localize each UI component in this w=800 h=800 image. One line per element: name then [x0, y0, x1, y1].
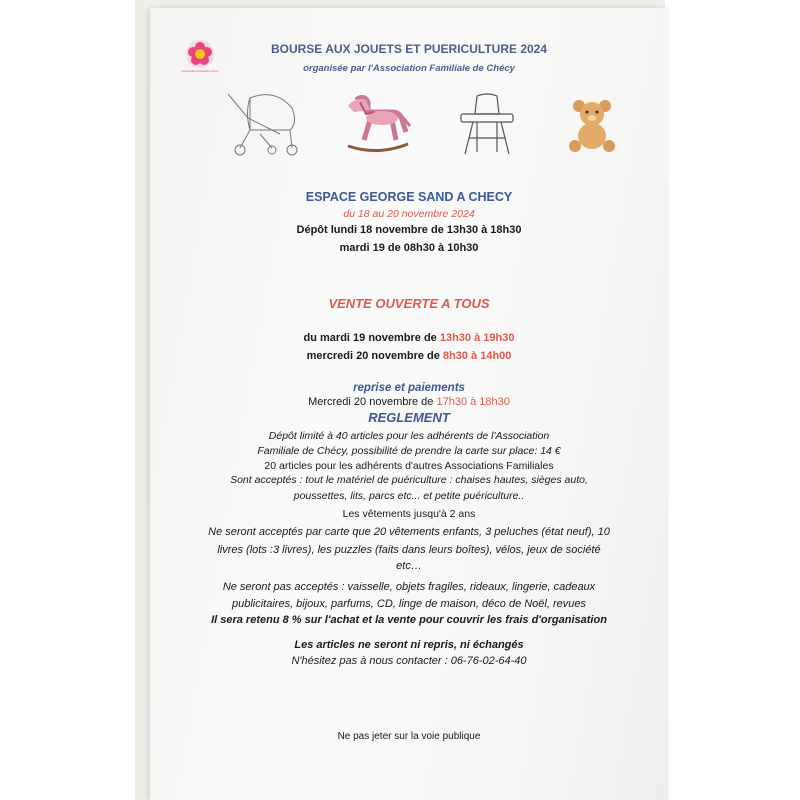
high-chair-icon	[455, 92, 520, 157]
reglement-heading: REGLEMENT	[368, 410, 450, 425]
reglement-line-4: Sont acceptés : tout le matériel de puériculture : chaises hautes, sièges auto,	[230, 474, 588, 486]
rocking-horse-icon	[340, 92, 415, 154]
reglement-line-13: Les articles ne seront ni repris, ni échangés	[294, 639, 524, 651]
reprise-heading: reprise et paiements	[353, 382, 465, 394]
reprise-line-time: 17h30 à 18h30	[436, 396, 510, 408]
reglement-line-10: Ne seront pas acceptés : vaisselle, objets fragiles, rideaux, lingerie, cadeaux	[222, 581, 596, 593]
reglement-line-12: Il sera retenu 8 % sur l'achat et la vente pour couvrir les frais d'organisation	[211, 614, 607, 626]
stroller-icon	[220, 88, 305, 158]
reglement-line-1: Dépôt limité à 40 articles pour les adhérents de l'Association	[268, 430, 550, 442]
sale-day-2-text: mercredi 20 novembre de	[306, 350, 443, 362]
depot-line-1: Dépôt lundi 18 novembre de 13h30 à 18h30	[296, 224, 522, 236]
reglement-line-3: 20 articles pour les adhérents d'autres Associations Familiales	[264, 460, 554, 472]
footer-note: Ne pas jeter sur la voie publique	[337, 731, 481, 742]
sale-heading: VENTE OUVERTE A TOUS	[328, 296, 490, 311]
sale-day-2-time: 8h30 à 14h00	[442, 350, 512, 362]
teddy-bear-icon	[565, 98, 620, 153]
reglement-line-8: livres (lots :3 livres), les puzzles (faits dans leurs boîtes), vélos, jeux de société	[217, 544, 601, 556]
sale-day-1-text: du mardi 19 novembre de	[303, 332, 440, 344]
venue-name: ESPACE GEORGE SAND A CHECY	[305, 190, 513, 204]
event-dates: du 18 au 20 novembre 2024	[343, 208, 475, 220]
flyer-subtitle: organisée par l'Association Familiale de Chécy	[303, 63, 515, 74]
logo-text: Association Familiale Chécy	[181, 69, 219, 73]
sale-day-1	[150, 332, 668, 344]
reglement-line-11: publicitaires, bijoux, parfums, CD, linge de maison, déco de Noël, revues	[231, 598, 586, 610]
reglement-line-6: Les vêtements jusqu'à 2 ans	[342, 508, 476, 520]
reglement-line-7: Ne seront acceptés par carte que 20 vêtements enfants, 3 peluches (état neuf), 10	[208, 526, 610, 538]
reglement-line-9: etc…	[396, 560, 422, 572]
reprise-line	[150, 396, 668, 408]
sale-day-1-time: 13h30 à 19h30	[439, 332, 515, 344]
reglement-line-5: poussettes, lits, parcs etc... et petite puériculture..	[293, 490, 525, 502]
sale-day-2	[150, 350, 668, 362]
depot-line-2: mardi 19 de 08h30 à 10h30	[339, 242, 479, 254]
flyer-title: BOURSE AUX JOUETS ET PUERICULTURE 2024	[270, 42, 548, 56]
reprise-line-text: Mercredi 20 novembre de	[308, 396, 437, 408]
reglement-line-2: Familiale de Chécy, possibilité de prendre la carte sur place: 14 €	[257, 445, 561, 457]
contact-line: N'hésitez pas à nous contacter : 06-76-02-64-40	[291, 655, 527, 667]
